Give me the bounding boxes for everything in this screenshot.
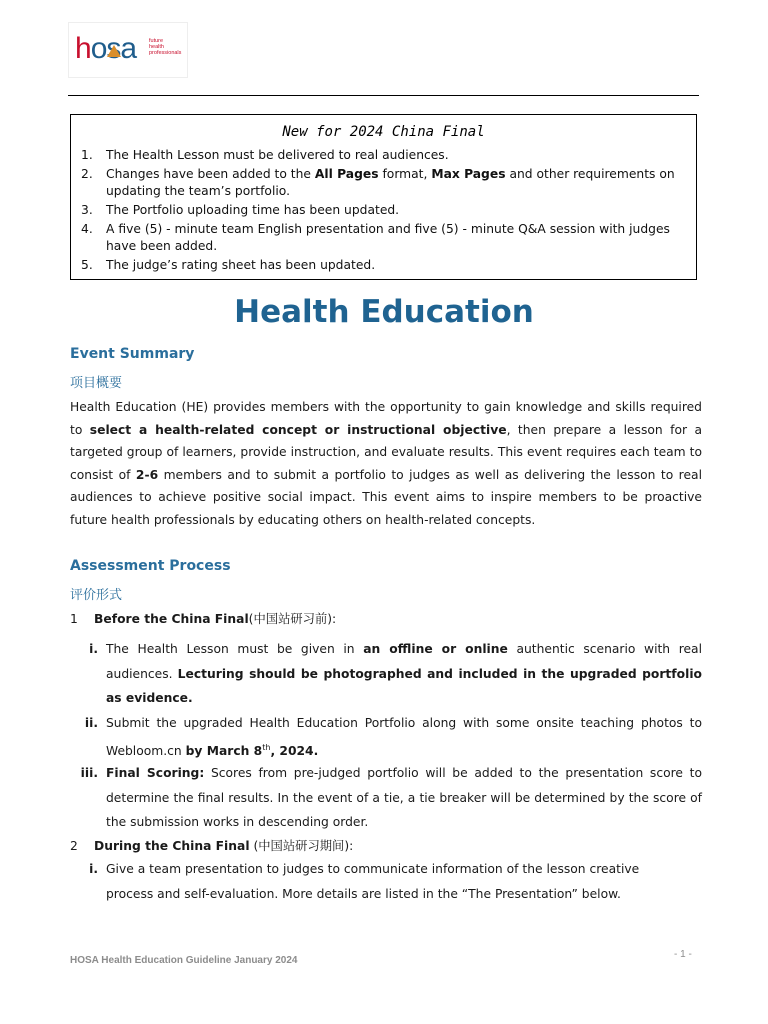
list-item: 5. The judge’s rating sheet has been updated.: [81, 258, 376, 272]
list-item: 4. A five (5) - minute team English presentation and five (5) - minute Q&A session with judges have been added.: [81, 222, 670, 253]
list-item: i. The Health Lesson must be given in an offline or online authentic scenario with real audiences. Lecturing should be photographed and included in the upgraded portfolio as evidence.: [89, 642, 703, 706]
step-before-final: 1 Before the China Final(中国站研习前):: [70, 612, 337, 626]
whats-new-list: [81, 147, 688, 276]
whats-new-box: [70, 114, 697, 280]
list-item: 3. The Portfolio uploading time has been updated.: [81, 203, 400, 217]
logo-wordmark: hosa: [75, 32, 137, 65]
header-divider: [68, 95, 699, 96]
whats-new-title: New for 2024 China Final: [282, 124, 485, 140]
list-item: i. Give a team presentation to judges to communicate information of the lesson creative process and self-evaluation. More details are listed in the “The Presentation” below.: [89, 862, 640, 901]
event-summary-heading: Event Summary: [70, 346, 195, 362]
footer-text: HOSA Health Education Guideline January 2024: [70, 955, 298, 966]
assessment-heading-cn: 评价形式: [70, 588, 123, 603]
list-item: iii. Final Scoring: Scores from pre-judged portfolio will be added to the presentation score to determine the final results. In the event of a tie, a tie breaker will be determined by the score of the submission works in descending order.: [80, 766, 702, 830]
logo-triangle-icon: [107, 45, 121, 57]
hosa-logo: [68, 22, 188, 78]
event-summary-paragraph: Health Education (HE) provides members with the opportunity to gain knowledge and skills required to select a health-related concept or instructional objective, then prepare a lesson for a targeted group of learners, provide instruction, and evaluate results. This event requires each team to consist of 2-6 members and to submit a portfolio to judges as well as delivering the lesson to real audiences to achieve positive social impact. This event aims to inspire members to be proactive future health professionals by educating others on health-related concepts.: [70, 400, 703, 527]
step-during-final: 2 During the China Final (中国站研习期间):: [70, 839, 354, 853]
event-summary-heading-cn: 项目概要: [70, 376, 123, 391]
page-title: Health Education: [234, 294, 534, 330]
logo-tagline: future health professionals: [149, 38, 182, 56]
list-item: 1. The Health Lesson must be delivered to real audiences.: [81, 148, 449, 162]
assessment-heading: Assessment Process: [70, 558, 231, 574]
list-item: 2. Changes have been added to the All Pages format, Max Pages and other requirements on updating the team’s portfolio.: [81, 167, 675, 198]
page-number: - 1 -: [674, 949, 692, 960]
list-item: ii. Submit the upgraded Health Education Portfolio along with some onsite teaching photos to Webloom.cn by March 8th, 2024.: [84, 716, 702, 758]
